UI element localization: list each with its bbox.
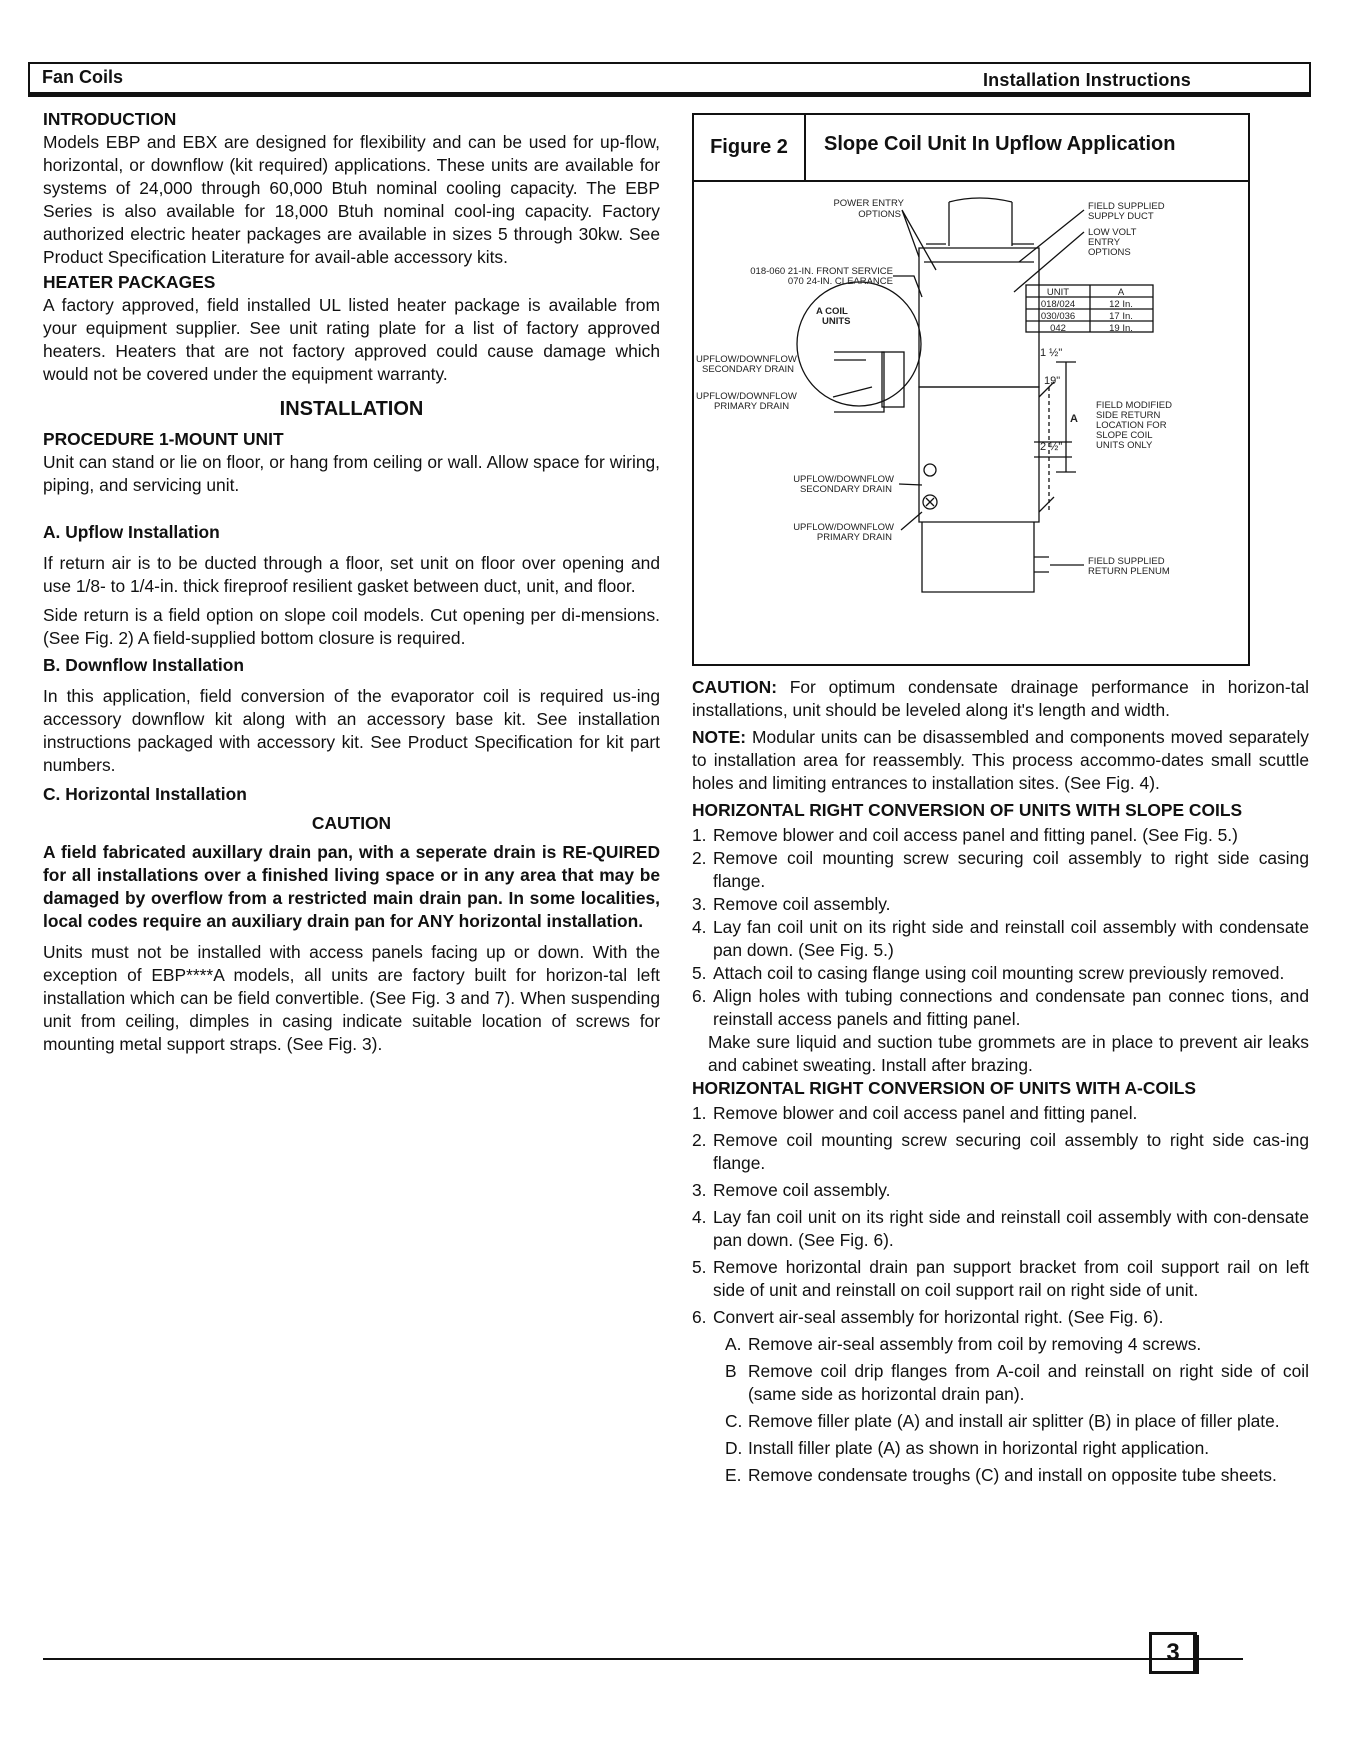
caution-note xyxy=(692,676,1309,722)
page-number: 3 xyxy=(1149,1632,1197,1674)
upflow-paragraph-1: If return air is to be ducted through a floor, set unit on floor over opening and use 1/8- to 1/4-in. thick fireproof resilient gasket between duct, unit, and floor. xyxy=(43,553,660,596)
slope-note: Make sure liquid and suction tube grommets are in place to prevent air leaks and cabinet sweating. Install after brazing. xyxy=(708,1032,1309,1075)
label-secondary-drain-lower-2: SECONDARY DRAIN xyxy=(799,484,892,495)
horizontal-heading: C. Horizontal Installation xyxy=(43,784,247,804)
table-cell: 030/036 xyxy=(1040,311,1076,322)
note-text: Modular units can be disassembled and components moved separately to installation area for reassembly. This process accommo-dates small scuttle holes and limiting entrances to installation sites. (See Fig. 4). xyxy=(692,727,1309,793)
dimension-19: 19" xyxy=(1044,375,1061,387)
note-lead: NOTE: xyxy=(692,727,747,747)
downflow-paragraph: In this application, field conversion of the evaporator coil is required us-ing accessory downflow kit along with an accessory base kit. See installation instructions packaged with accessory kit. See Product Specification for kit part numbers. xyxy=(43,686,660,775)
slope-steps xyxy=(692,824,1309,1031)
table-cell: 12 In. xyxy=(1109,299,1133,310)
table-header-a: A xyxy=(1117,287,1125,298)
slope-coil-diagram xyxy=(694,182,1248,662)
list-item: 1. Remove blower and coil access panel and fitting panel. (See Fig. 5.) xyxy=(692,825,1238,845)
right-column xyxy=(692,113,1309,1487)
upflow-paragraph-2: Side return is a field option on slope coil models. Cut opening per di-mensions. (See Fig. 2) A field-supplied bottom closure is required. xyxy=(43,605,660,648)
dimension-1-half: 1 ½" xyxy=(1040,347,1063,359)
table-cell: 018/024 xyxy=(1040,299,1076,310)
label-primary-drain-2: PRIMARY DRAIN xyxy=(714,401,790,412)
label-primary-drain-lower: UPFLOW/DOWNFLOW xyxy=(793,522,894,533)
header-right-title: Installation Instructions xyxy=(982,70,1191,90)
list-item: A. Remove air-seal assembly from coil by removing 4 screws. xyxy=(725,1334,1202,1354)
label-a-coil: A COIL xyxy=(816,306,848,317)
list-item: 3. Remove coil assembly. xyxy=(692,894,891,914)
list-item: 4. Lay fan coil unit on its right side and reinstall coil assembly with con-densate pan down. (See Fig. 6). xyxy=(692,1207,1309,1250)
intro-paragraph: Models EBP and EBX are designed for flexibility and can be used for up-flow, horizontal, or downflow (kit required) applications. These units are available for systems of 24,000 through 60,000 Btuh nominal cooling capacity. The EBP Series is also available for 18,000 Btuh nominal cool-ing capacity. Factory authorized electric heater packages are available in sizes 5 through 30kw. See Product Specification Literature for avail-able accessory kits. xyxy=(43,132,660,267)
list-item: 2. Remove coil mounting screw securing coil assembly to right side casing flange. xyxy=(692,848,1309,891)
table-cell: 17 In. xyxy=(1109,311,1133,322)
label-field-modified: FIELD MODIFIED xyxy=(1096,400,1173,411)
acoil-substeps xyxy=(692,1333,1309,1487)
label-supply-duct: SUPPLY DUCT xyxy=(1088,211,1154,222)
table-header-unit: UNIT xyxy=(1046,287,1070,298)
list-item: 5. Remove horizontal drain pan support bracket from coil support rail on left side of unit and reinstall on coil support rail on right side of unit. xyxy=(692,1257,1309,1300)
label-front-service: 018-060 21-IN. FRONT SERVICE xyxy=(750,266,893,277)
figure-number: Figure 2 xyxy=(694,115,806,180)
procedure-paragraph: Unit can stand or lie on floor, or hang from ceiling or wall. Allow space for wiring, piping, and servicing unit. xyxy=(43,452,660,495)
label-a-coil-units: UNITS xyxy=(822,316,851,327)
label-secondary-drain-2: SECONDARY DRAIN xyxy=(702,364,795,375)
label-side-return: SIDE RETURN xyxy=(1096,410,1161,421)
label-return-plenum: RETURN PLENUM xyxy=(1088,566,1170,577)
label-slope-coil: SLOPE COIL xyxy=(1096,430,1153,441)
label-low-volt: LOW VOLT xyxy=(1088,227,1137,238)
list-item: 5. Attach coil to casing flange using coil mounting screw previously removed. xyxy=(692,963,1285,983)
heater-paragraph: A factory approved, field installed UL listed heater package is available from your equipment supplier. See unit rating plate for a list of factory approved heaters. Heaters that are not factory approved could cause damage which would not be covered under the equipment warranty. xyxy=(43,295,660,384)
left-column xyxy=(43,108,660,1056)
list-item: 4. Lay fan coil unit on its right side and reinstall coil assembly with condensate pan down. (See Fig. 5.) xyxy=(692,917,1309,960)
caution-paragraph: A field fabricated auxillary drain pan, with a seperate drain is RE-QUIRED for all installations over a finished living space or in any area that may be damaged by overflow from a restricted main drain pan. In some localities, local codes require an auxiliary drain pan for ANY horizontal installation. xyxy=(43,842,660,931)
list-item: 1. Remove blower and coil access panel and fitting panel. xyxy=(692,1103,1138,1123)
list-item: D. Install filler plate (A) as shown in horizontal right application. xyxy=(725,1438,1210,1458)
label-field-supplied-duct: FIELD SUPPLIED xyxy=(1088,201,1165,212)
header-rule xyxy=(28,92,1311,97)
label-secondary-drain: UPFLOW/DOWNFLOW xyxy=(696,354,797,365)
figure-title: Slope Coil Unit In Upflow Application xyxy=(824,133,1176,155)
list-item: E. Remove condensate troughs (C) and install on opposite tube sheets. xyxy=(725,1465,1277,1485)
label-primary-drain-lower-2: PRIMARY DRAIN xyxy=(816,532,892,543)
table-cell: 19 In. xyxy=(1109,323,1133,334)
label-low-volt-options: OPTIONS xyxy=(1088,247,1131,258)
installation-heading: INSTALLATION xyxy=(279,398,424,420)
right-text xyxy=(692,676,1309,1487)
acoil-conversion-heading: HORIZONTAL RIGHT CONVERSION OF UNITS WITH A-COILS xyxy=(692,1078,1196,1098)
label-field-supplied-return: FIELD SUPPLIED xyxy=(1088,556,1165,567)
label-front-clearance: 070 24-IN. CLEARANCE xyxy=(787,276,893,287)
acoil-steps xyxy=(692,1102,1309,1329)
list-item: 6. Align holes with tubing connections and condensate pan connec tions, and reinstall access panels and fitting panel. xyxy=(692,986,1309,1029)
header-left-title: Fan Coils xyxy=(42,67,124,87)
dimension-2-half: 2 ½" xyxy=(1040,441,1063,453)
label-units-only: UNITS ONLY xyxy=(1096,440,1153,451)
list-item: 3. Remove coil assembly. xyxy=(692,1180,891,1200)
label-power-entry-options: OPTIONS xyxy=(858,209,901,220)
label-location-for: LOCATION FOR xyxy=(1096,420,1167,431)
list-item: 2. Remove coil mounting screw securing coil assembly to right side cas-ing flange. xyxy=(692,1130,1309,1173)
label-power-entry: POWER ENTRY xyxy=(833,198,904,209)
intro-heading: INTRODUCTION xyxy=(43,109,177,129)
label-secondary-drain-lower: UPFLOW/DOWNFLOW xyxy=(793,474,894,485)
label-primary-drain: UPFLOW/DOWNFLOW xyxy=(696,391,797,402)
note-paragraph xyxy=(692,726,1309,795)
procedure-heading: PROCEDURE 1-MOUNT UNIT xyxy=(43,429,284,449)
list-item: B Remove coil drip flanges from A-coil and reinstall on right side of coil (same side as horizontal drain pan). xyxy=(725,1361,1309,1404)
downflow-heading: B. Downflow Installation xyxy=(43,655,244,675)
dimension-a: A xyxy=(1070,413,1078,425)
figure-header xyxy=(694,115,1248,182)
slope-conversion-heading: HORIZONTAL RIGHT CONVERSION OF UNITS WITH SLOPE COILS xyxy=(692,800,1243,820)
footer-rule xyxy=(43,1658,1243,1660)
caution-text: For optimum condensate drainage performance in horizon-tal installations, unit should be leveled along it's length and width. xyxy=(692,677,1309,720)
table-cell: 042 xyxy=(1050,323,1066,334)
caution-lead: CAUTION: xyxy=(692,677,778,697)
list-item: 6. Convert air-seal assembly for horizontal right. (See Fig. 6). xyxy=(692,1307,1164,1327)
heater-heading: HEATER PACKAGES xyxy=(43,272,216,292)
label-low-volt-entry: ENTRY xyxy=(1088,237,1121,248)
page-header xyxy=(28,62,1311,92)
horizontal-paragraph: Units must not be installed with access panels facing up or down. With the exception of EBP****A models, all units are factory built for horizon-tal left installation which can be field convertible. (See Fig. 3 and 7). When suspending unit from ceiling, dimples in casing indicate suitable location of screws for mounting metal support straps. (See Fig. 3). xyxy=(43,942,660,1054)
list-item: C. Remove filler plate (A) and install air splitter (B) in place of filler plate. xyxy=(725,1411,1280,1431)
upflow-heading: A. Upflow Installation xyxy=(43,522,220,542)
caution-title: CAUTION xyxy=(311,813,392,833)
figure-2 xyxy=(692,113,1250,666)
